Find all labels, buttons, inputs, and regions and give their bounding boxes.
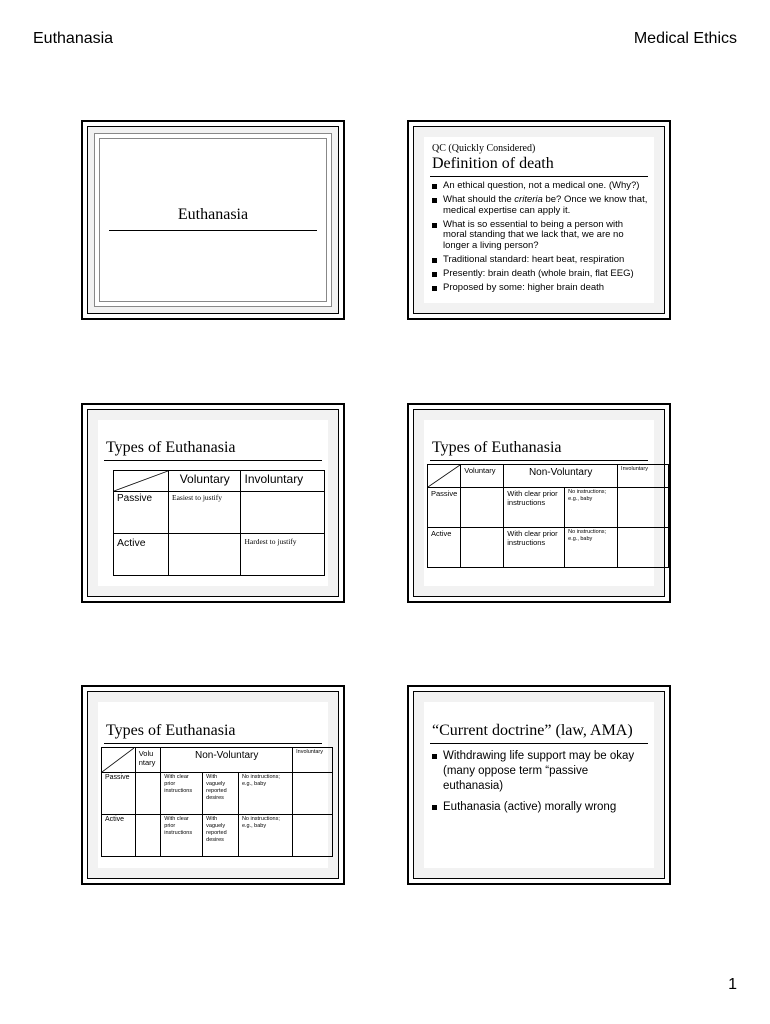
row-header: Passive <box>428 488 461 528</box>
euthanasia-table <box>113 470 325 576</box>
euthanasia-table <box>101 747 333 857</box>
row-header: Passive <box>102 773 136 815</box>
slide-1-title: Euthanasia <box>177 206 249 223</box>
slide-4-title: Types of Euthanasia <box>432 439 562 456</box>
table-cell <box>461 488 504 528</box>
table-cell <box>135 773 161 815</box>
bullet: Euthanasia (active) morally wrong <box>432 800 648 815</box>
diagonal-cell <box>114 471 169 492</box>
bullet: Proposed by some: higher brain death <box>432 283 648 294</box>
table-cell: With clear prior instructions <box>161 815 203 857</box>
col-header: Non-Voluntary <box>161 748 293 773</box>
bullet: What should the criteria be? Once we know that, medical expertise can apply it. <box>432 195 648 216</box>
table-cell: With clear prior instructions <box>161 773 203 815</box>
table-cell <box>461 528 504 568</box>
table-cell <box>618 528 669 568</box>
header-right: Medical Ethics <box>633 30 737 47</box>
col-header: Involuntary <box>618 465 669 488</box>
bullet: What is so essential to being a person with moral standing that we lack that, we are no longer a living person? <box>432 220 648 252</box>
slide-1 <box>81 120 345 320</box>
slide-6-title: “Current doctrine” (law, AMA) <box>432 722 633 739</box>
col-header: Voluntary <box>461 465 504 488</box>
slide-3-title: Types of Euthanasia <box>106 439 236 456</box>
slide-6-bullets <box>432 749 648 821</box>
title-underline <box>109 230 317 231</box>
table-cell: No instructions; e.g., baby <box>238 773 292 815</box>
table-cell: With vaguely reported desires <box>203 773 239 815</box>
header-left: Euthanasia <box>33 30 114 47</box>
bullet: An ethical question, not a medical one. (Why?) <box>432 181 648 192</box>
slide-2 <box>407 120 671 320</box>
bullet: Traditional standard: heart beat, respiration <box>432 255 648 266</box>
table-cell <box>618 488 669 528</box>
slide-5-title: Types of Euthanasia <box>106 722 236 739</box>
row-header: Active <box>114 534 169 576</box>
slide-2-subtitle: QC (Quickly Considered) <box>432 143 536 154</box>
table-cell: With clear prior instructions <box>504 528 565 568</box>
diagonal-cell <box>428 465 461 488</box>
col-header: Involuntary <box>241 471 325 492</box>
slide-4 <box>407 403 671 603</box>
slide-3 <box>81 403 345 603</box>
table-cell: Hardest to justify <box>241 534 325 576</box>
slide-2-title: Definition of death <box>432 155 554 172</box>
table-cell <box>293 773 333 815</box>
row-header: Active <box>102 815 136 857</box>
col-header: Volu ntary <box>135 748 161 773</box>
table-cell <box>169 534 241 576</box>
table-cell: Easiest to justify <box>169 492 241 534</box>
slide-5 <box>81 685 345 885</box>
row-header: Active <box>428 528 461 568</box>
slide-2-bullets <box>432 181 648 297</box>
slide-6 <box>407 685 671 885</box>
diagonal-cell <box>102 748 136 773</box>
table-cell: No instructions; e.g., baby <box>238 815 292 857</box>
table-cell <box>135 815 161 857</box>
col-header: Non-Voluntary <box>504 465 618 488</box>
col-header: Involuntary <box>293 748 333 773</box>
euthanasia-table <box>427 464 669 568</box>
table-cell <box>241 492 325 534</box>
page-number: 1 <box>728 976 737 993</box>
table-cell: No instructions; e.g., baby <box>565 528 618 568</box>
table-cell: No instructions; e.g., baby <box>565 488 618 528</box>
bullet: Presently: brain death (whole brain, flat EEG) <box>432 269 648 280</box>
col-header: Voluntary <box>169 471 241 492</box>
table-cell: With vaguely reported desires <box>203 815 239 857</box>
row-header: Passive <box>114 492 169 534</box>
table-cell <box>293 815 333 857</box>
table-cell: With clear prior instructions <box>504 488 565 528</box>
bullet: Withdrawing life support may be okay (many oppose term “passive euthanasia) <box>432 749 648 794</box>
